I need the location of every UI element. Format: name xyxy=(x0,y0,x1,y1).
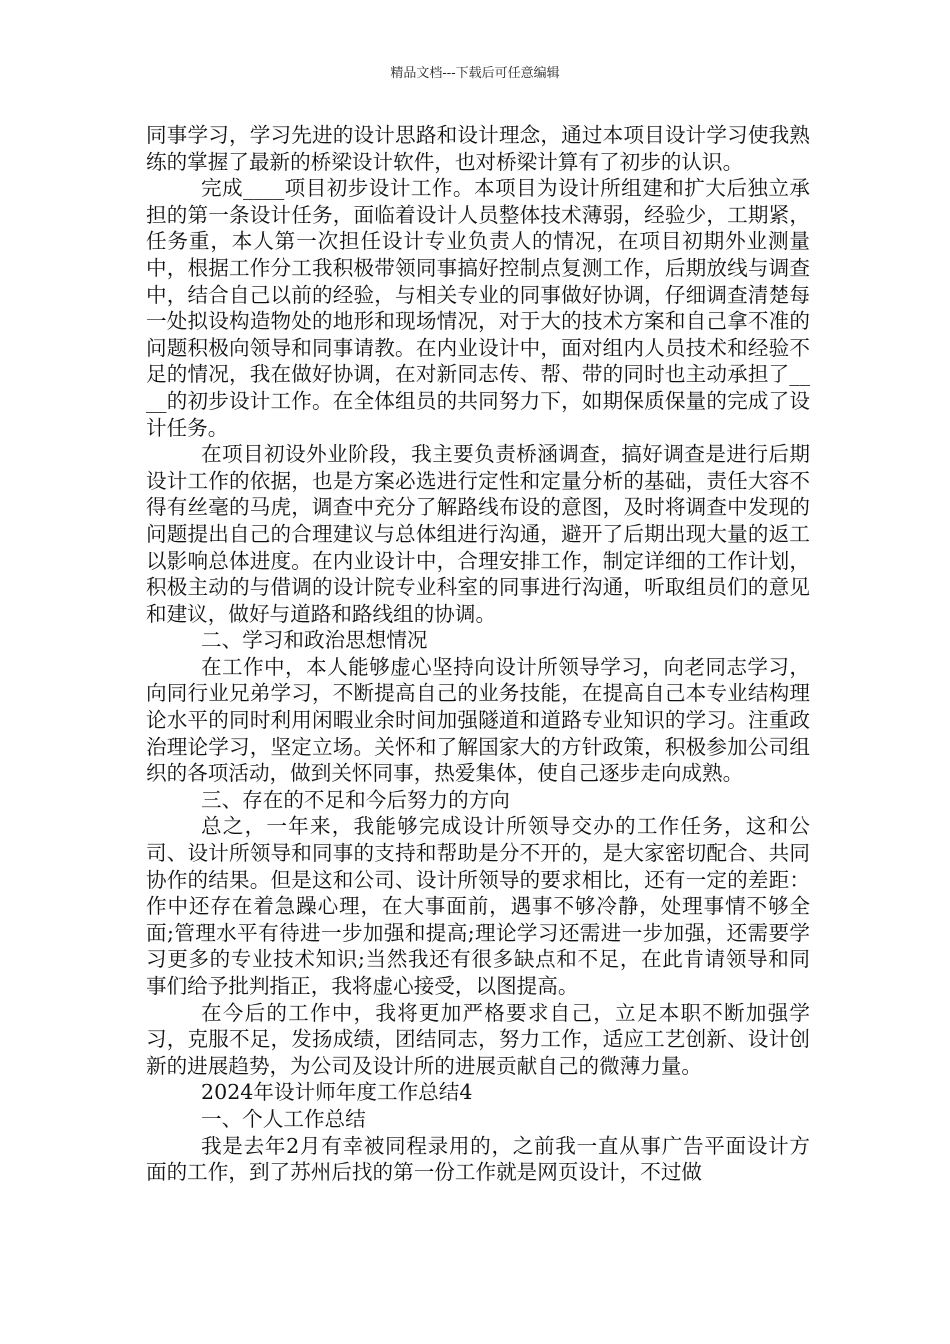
section-heading-3: 三、存在的不足和今后努力的方向 xyxy=(201,787,510,812)
page-header: 精品文档---下载后可任意编辑 xyxy=(390,66,560,81)
paragraph-6: 在今后的工作中，我将更加严格要求自己，立足本职不断加强学习，克服不足，发扬成绩，团结同志，努力工作，适应工艺创新、设计创新的进展趋势，为公司及设计所的进展贡献自己的微薄力量。 xyxy=(146,1000,810,1078)
paragraph-5: 总之，一年来，我能够完成设计所领导交办的工作任务，这和公司、设计所领导和同事的支持和帮助是分不开的，是大家密切配合、共同协作的结果。但是这和公司、设计所领导的要求相比，还有一定的差距：作中还存在着急躁心理，在大事面前，遇事不够冷静，处理事情不够全面;管理水平有待进一步加强和提高;理论学习还需进一步加强，还需要学习更多的专业技术知识;当然我还有很多缺点和不足，在此肯请领导和同事们给予批判指正，我将虚心接受，以图提高。 xyxy=(146,814,810,998)
paragraph-1: 同事学习，学习先进的设计思路和设计理念，通过本项目设计学习使我熟练的掌握了最新的桥梁设计软件，也对桥梁计算有了初步的认识。 xyxy=(146,123,810,174)
section-heading-1: 一、个人工作总结 xyxy=(201,1106,366,1131)
section-heading-2: 二、学习和政治思想情况 xyxy=(201,628,428,653)
paragraph-3: 在项目初设外业阶段，我主要负责桥涵调查，搞好调查是进行后期设计工作的依据，也是方案必选进行定性和定量分析的基础，责任大容不得有丝毫的马虎，调查中充分了解路线布设的意图，及时将调查中发现的问题提出自己的合理建议与总体组进行沟通，避开了后期出现大量的返工以影响总体进度。在内业设计中，合理安排工作，制定详细的工作计划，积极主动的与借调的设计院专业科室的同事进行沟通，听取组员们的意见和建议，做好与道路和路线组的协调。 xyxy=(146,442,810,626)
document-title-4: 2024年设计师年度工作总结4 xyxy=(201,1080,473,1105)
paragraph-7: 我是去年2月有幸被同程录用的，之前我一直从事广告平面设计方面的工作，到了苏州后找的第一份工作就是网页设计，不过做 xyxy=(146,1133,810,1185)
paragraph-2: 完成____项目初步设计工作。本项目为设计所组建和扩大后独立承担的第一条设计任务，面临着设计人员整体技术薄弱，经验少，工期紧，任务重，本人第一次担任设计专业负责人的情况，在项目初期外业测量中，根据工作分工我积极带领同事搞好控制点复测工作，后期放线与调查中，结合自己以前的经验，与相关专业的同事做好协调，仔细调查清楚每一处拟设构造物处的地形和现场情况，对于大的技术方案和自己拿不准的问题积极向领导和同事请教。在内业设计中，面对组内人员技术和经验不足的情况，我在做好协调，在对新同志传、帮、带的同时也主动承担了____的初步设计工作。在全体组员的共同努力下，如期保质保量的完成了设计任务。 xyxy=(146,176,810,440)
paragraph-4: 在工作中，本人能够虚心坚持向设计所领导学习，向老同志学习，向同行业兄弟学习，不断提高自己的业务技能，在提高自己本专业结构理论水平的同时利用闲暇业余时间加强隧道和道路专业知识的学习。注重政治理论学习，坚定立场。关怀和了解国家大的方针政策，积极参加公司组织的各项活动，做到关怀同事，热爱集体，使自己逐步走向成熟。 xyxy=(146,654,810,786)
document-body xyxy=(146,122,810,1186)
